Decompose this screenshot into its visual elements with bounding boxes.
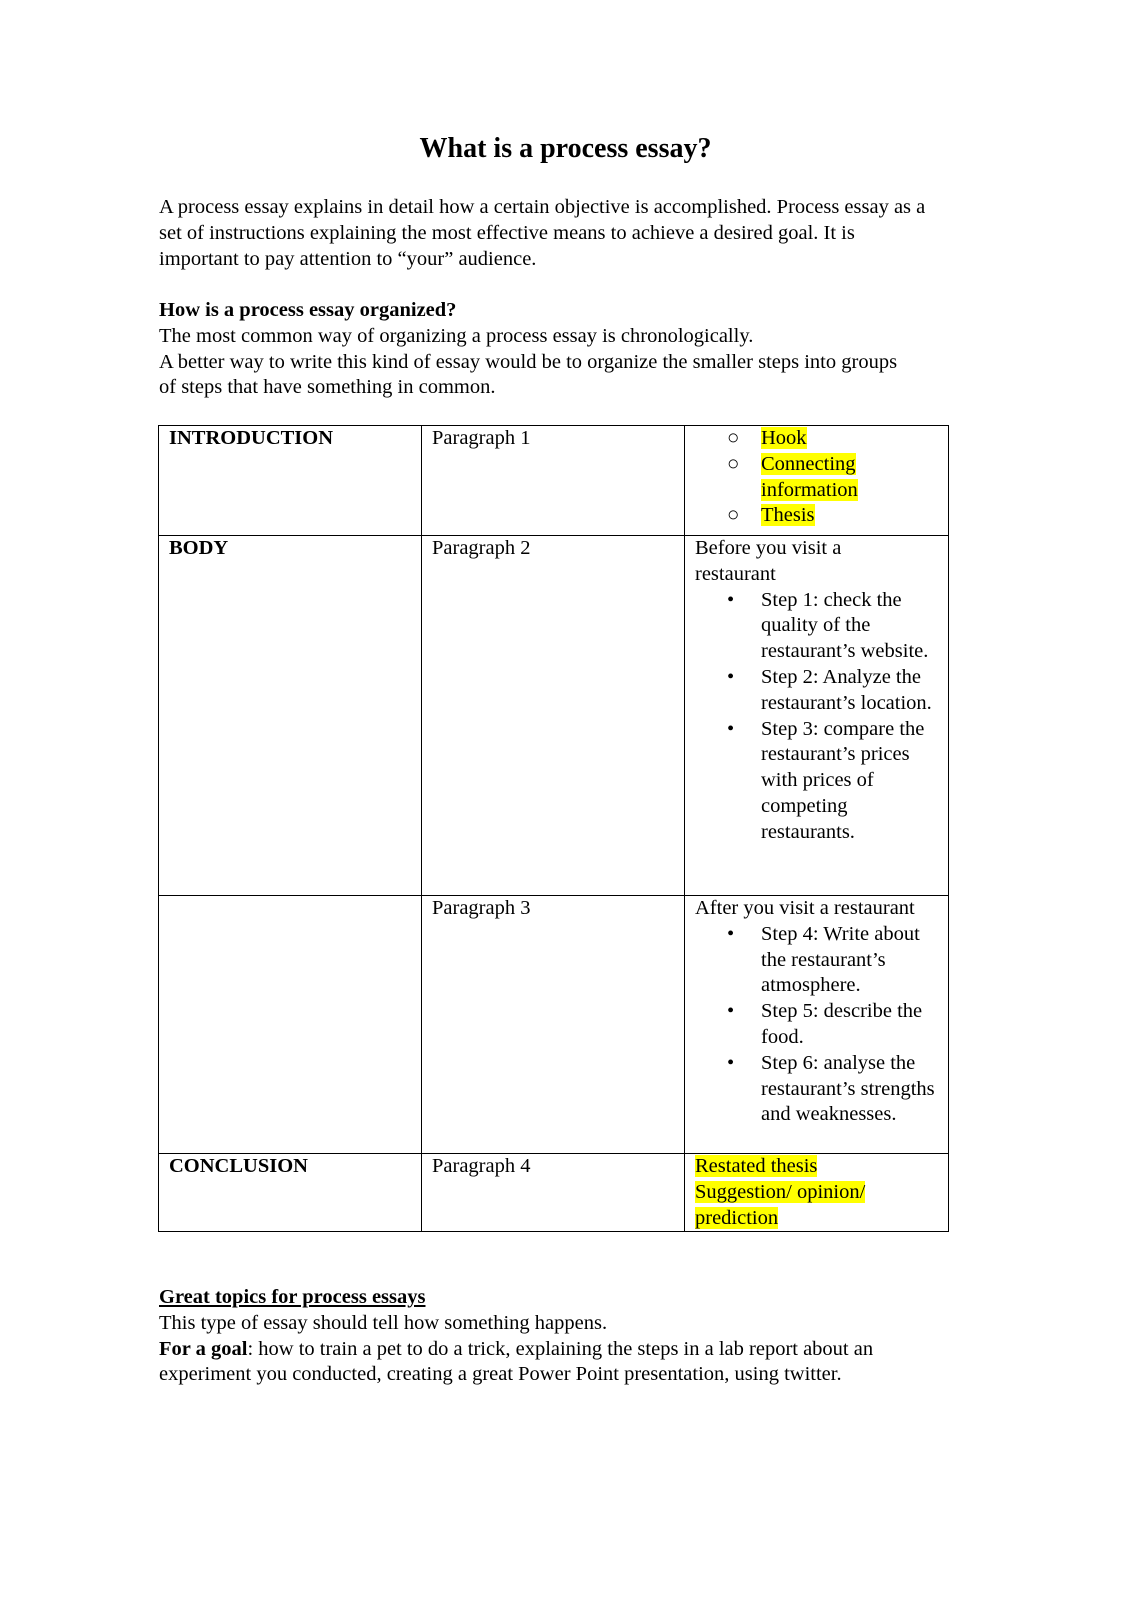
organization-line-2: A better way to write this kind of essay would be to organize the smaller steps into groups of steps that have something in common. xyxy=(159,350,898,399)
section-cell xyxy=(159,896,422,1154)
list-item: • Step 3: compare the restaurant’s prices with prices of competing restaurants. xyxy=(727,717,925,843)
organization-line-1: The most common way of organizing a process essay is chronologically. xyxy=(159,324,754,347)
paragraph-cell: Paragraph 3 xyxy=(422,896,685,1154)
organization-section xyxy=(159,298,919,401)
paragraph-cell: Paragraph 4 xyxy=(422,1154,685,1232)
conclusion-item: Restated thesis xyxy=(695,1155,818,1177)
paragraph-cell: Paragraph 2 xyxy=(422,536,685,896)
table-row-body-2 xyxy=(159,896,949,1154)
content-cell xyxy=(685,1154,949,1232)
topics-section xyxy=(159,1285,944,1388)
content-cell xyxy=(685,896,949,1154)
conclusion-item: Suggestion/ opinion/ prediction xyxy=(695,1180,866,1229)
page-title: What is a process essay? xyxy=(419,133,712,164)
list-item: ○ Connecting information xyxy=(727,452,858,501)
intro-paragraph: A process essay explains in detail how a certain objective is accomplished. Process essay as a set of instructions explaining the most effective means to achieve a desired goal. It is important to pay attention to “your” audience. xyxy=(159,196,926,270)
table-row-body-1 xyxy=(159,536,949,896)
section-cell: BODY xyxy=(159,536,422,896)
content-cell xyxy=(685,536,949,896)
list-item: • Step 1: check the quality of the restaurant’s website. xyxy=(727,588,929,663)
goal-text: : how to train a pet to do a trick, explaining the steps in a lab report about an experiment you conducted, creating a great Power Point presentation, using twitter. xyxy=(159,1337,874,1386)
table-row-introduction xyxy=(159,426,949,536)
essay-structure-table xyxy=(158,425,949,1232)
content-cell xyxy=(685,426,949,536)
section-cell: CONCLUSION xyxy=(159,1154,422,1232)
topics-goal xyxy=(159,1337,944,1389)
organization-heading: How is a process essay organized? xyxy=(159,299,457,321)
goal-label: For a goal xyxy=(159,1337,248,1360)
list-item: ○ Hook xyxy=(727,427,807,449)
table-row-conclusion xyxy=(159,1154,949,1232)
content-lead: Before you visit a restaurant xyxy=(695,537,842,585)
list-item: • Step 6: analyse the restaurant’s strengths and weaknesses. xyxy=(727,1051,935,1126)
list-item: ○ Thesis xyxy=(727,504,815,527)
topics-heading: Great topics for process essays xyxy=(159,1286,426,1308)
list-item: • Step 2: Analyze the restaurant’s location. xyxy=(727,665,932,714)
paragraph-cell: Paragraph 1 xyxy=(422,426,685,536)
topics-line-1: This type of essay should tell how something happens. xyxy=(159,1311,608,1334)
list-item: • Step 5: describe the food. xyxy=(727,1000,923,1048)
content-lead: After you visit a restaurant xyxy=(695,897,915,919)
list-item: • Step 4: Write about the restaurant’s atmosphere. xyxy=(727,922,920,997)
section-cell: INTRODUCTION xyxy=(159,426,422,536)
